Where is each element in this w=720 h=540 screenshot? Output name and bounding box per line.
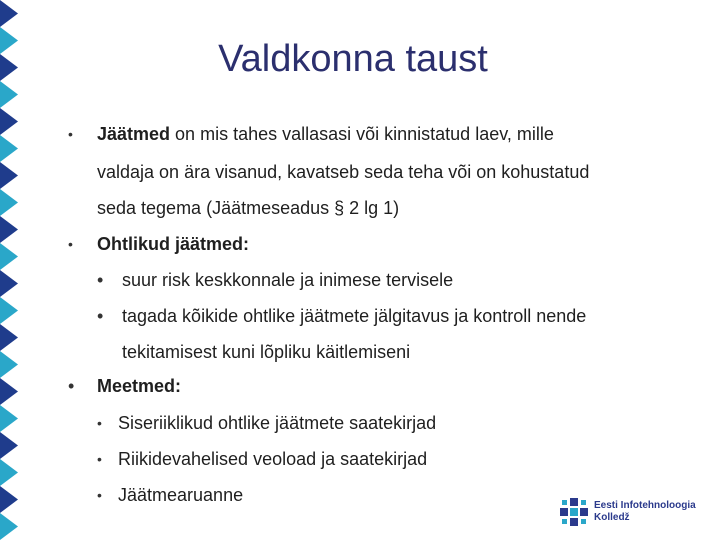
bullet-1-lead: Jäätmed (97, 124, 171, 144)
bullet-marker: • (68, 376, 75, 396)
logo-line-2: Kolledž (594, 512, 630, 523)
edge-triangle (0, 243, 18, 270)
bullet-3-sub-2: Riikidevahelised veoload ja saatekirjad (118, 449, 428, 469)
bullet-1-line-2: valdaja on ära visanud, kavatseb seda teha või on kohustatud (97, 162, 590, 182)
edge-triangle (0, 270, 18, 297)
bullet-1-line-1 (97, 116, 554, 152)
edge-triangle (0, 513, 18, 540)
edge-triangle (0, 297, 18, 324)
edge-triangle (0, 378, 18, 405)
sub-bullet-marker: • (97, 306, 104, 326)
bullet-1-text: on mis tahes vallasasi või kinnistatud laev, mille (170, 124, 554, 144)
logo-cross-icon (560, 498, 588, 526)
bullet-2-lead: Ohtlikud jäätmed: (97, 234, 250, 254)
edge-triangle (0, 459, 18, 486)
bullet-marker: • (68, 126, 73, 142)
edge-triangle (0, 162, 18, 189)
logo-text (594, 500, 696, 524)
sub-bullet-marker: • (97, 415, 102, 431)
edge-triangle (0, 351, 18, 378)
bullet-3-sub-3: Jäätmearuanne (118, 485, 244, 505)
slide-title: Valdkonna taust (218, 38, 488, 80)
sub-bullet-marker: • (97, 270, 104, 290)
edge-triangle (0, 405, 18, 432)
edge-triangle (0, 135, 18, 162)
bullet-1-line-3: seda tegema (Jäätmeseadus § 2 lg 1) (97, 198, 400, 218)
logo-line-1: Eesti Infotehnoloogia (594, 500, 696, 511)
college-logo (560, 496, 710, 530)
edge-triangle (0, 81, 18, 108)
bullet-3-sub-1: Siseriiklikud ohtlike jäätmete saatekirjad (118, 413, 437, 433)
edge-triangle (0, 108, 18, 135)
edge-triangle (0, 0, 18, 27)
edge-triangle (0, 486, 18, 513)
sub-bullet-marker: • (97, 487, 102, 503)
bullet-marker: • (68, 236, 73, 252)
edge-triangle (0, 189, 18, 216)
bullet-2-sub-2-line-1: tagada kõikide ohtlike jäätmete jälgitavus ja kontroll nende (122, 306, 587, 326)
bullet-2-sub-2-line-2: tekitamisest kuni lõpliku käitlemiseni (122, 342, 411, 362)
bullet-3-lead: Meetmed: (97, 376, 182, 396)
edge-triangle (0, 324, 18, 351)
sub-bullet-marker: • (97, 451, 102, 467)
edge-triangle (0, 216, 18, 243)
edge-triangle (0, 432, 18, 459)
bullet-2-sub-1: suur risk keskkonnale ja inimese tervisele (122, 270, 454, 290)
